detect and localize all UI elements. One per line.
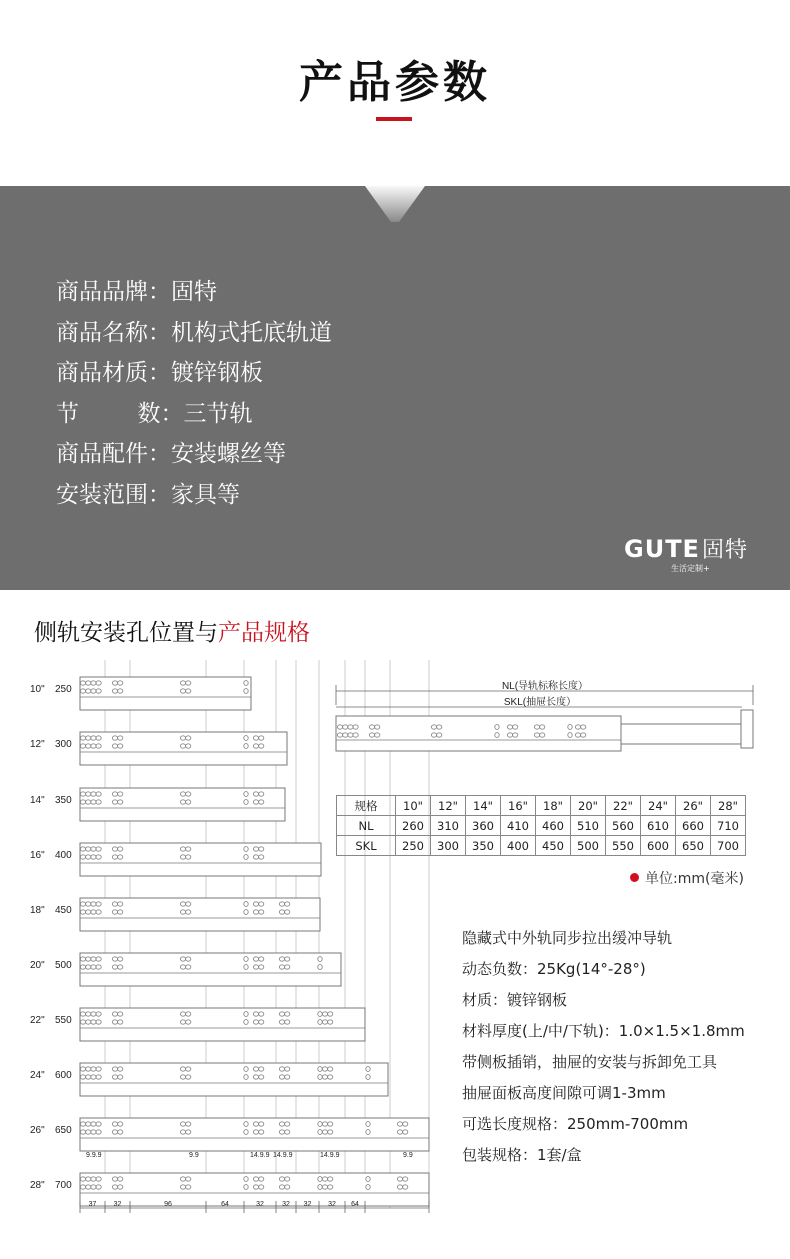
logo-text-cn: 固特 [701, 538, 748, 563]
section-title-highlight: 产品规格 [218, 620, 310, 646]
feature-item: 抽屉面板高度间隙可调1-3mm [462, 1084, 666, 1102]
table-cell: 260 [396, 816, 431, 836]
spec-row [56, 394, 332, 435]
rail-inch-label: 10" [30, 684, 45, 695]
hole-spacing-label: 14.9.9 [250, 1152, 270, 1159]
spec-row [56, 272, 332, 313]
red-dot-icon [630, 873, 639, 882]
table-cell: 12" [431, 796, 466, 816]
row-header-cell: SKL [337, 836, 396, 856]
rail-mm-label: 250 [55, 684, 72, 695]
spec-value: 镀锌钢板 [171, 360, 263, 386]
spec-row [56, 313, 332, 354]
feature-item: 隐藏式中外轨同步拉出缓冲导轨 [462, 929, 673, 947]
section-title [34, 614, 310, 647]
unit-note [630, 868, 744, 888]
spec-key: 节 数： [56, 400, 184, 427]
table-cell: 310 [431, 816, 466, 836]
rail-mm-label: 450 [55, 905, 72, 916]
rail-inch-label: 20" [30, 960, 45, 971]
hole-spacing-label: 14.9.9 [273, 1152, 293, 1159]
dimension-label: 32 [113, 1201, 122, 1208]
section-title-prefix: 侧轨安装孔位置与 [34, 620, 218, 646]
table-cell: 500 [571, 836, 606, 856]
table-cell: 410 [501, 816, 536, 836]
feature-item: 动态负数：25Kg(14°-28°) [462, 960, 646, 978]
table-row [337, 816, 746, 836]
dimension-label: 32 [328, 1201, 336, 1208]
table-cell: 600 [641, 836, 676, 856]
side-rail-extension [621, 724, 741, 744]
dimension-label: 64 [221, 1201, 229, 1208]
table-cell: 14" [466, 796, 501, 816]
spec-key: 商品材质： [56, 360, 171, 386]
row-header-cell: NL [337, 816, 396, 836]
title-underline [376, 117, 412, 121]
table-cell: 16" [501, 796, 536, 816]
dimension-label: 32 [303, 1201, 312, 1208]
feature-list [462, 924, 745, 1172]
table-cell: 450 [536, 836, 571, 856]
table-cell: 10" [396, 796, 431, 816]
spec-row [56, 475, 332, 516]
logo-tagline: 生活定制+ [671, 564, 710, 573]
feature-item: 材质：镀锌钢板 [462, 991, 568, 1009]
feature-item: 可选长度规格：250mm-700mm [462, 1115, 689, 1133]
spec-key: 安装范围： [56, 481, 171, 508]
rail-inch-label: 24" [30, 1070, 45, 1081]
dimension-label: 32 [256, 1201, 264, 1208]
feature-item: 带侧板插销，抽屉的安装与拆卸免工具 [462, 1053, 718, 1071]
spec-panel [0, 186, 790, 590]
dimension-label: 32 [282, 1201, 290, 1208]
table-cell: 650 [676, 836, 711, 856]
spec-value: 机构式托底轨道 [171, 319, 332, 346]
spec-table [336, 795, 746, 856]
spec-value: 家具等 [171, 481, 240, 508]
rail-inch-label: 12" [30, 739, 45, 750]
unit-text: 单位:mm(毫米) [645, 871, 744, 887]
spec-value: 三节轨 [183, 400, 253, 427]
page-title: 产品参数 [299, 57, 491, 108]
table-cell: 26" [676, 796, 711, 816]
rail-outline [80, 677, 251, 710]
table-cell: 24" [641, 796, 676, 816]
table-cell: 710 [711, 816, 746, 836]
table-cell: 510 [571, 816, 606, 836]
spec-row [56, 353, 332, 394]
spec-key: 商品配件： [56, 441, 171, 467]
spec-key: 商品品牌： [56, 279, 171, 305]
table-cell: 28" [711, 796, 746, 816]
rail-mm-label: 300 [55, 739, 72, 750]
spec-list [56, 272, 332, 515]
table-cell: 550 [606, 836, 641, 856]
table-cell: 610 [641, 816, 676, 836]
table-cell: 700 [711, 836, 746, 856]
hole-spacing-label: 14.9.9 [320, 1152, 340, 1159]
rail-inch-label: 26" [30, 1125, 45, 1136]
rail-mm-label: 350 [55, 795, 72, 806]
rail-outline [80, 1173, 429, 1206]
rail-inch-label: 22" [30, 1015, 45, 1026]
hole-spacing-label: 9.9 [189, 1152, 199, 1159]
rail-mm-label: 400 [55, 850, 72, 861]
rail-mm-label: 500 [55, 960, 72, 971]
table-row [337, 796, 746, 816]
rail-mm-label: 700 [55, 1180, 72, 1191]
spec-value: 安装螺丝等 [171, 441, 286, 467]
rail-outline [80, 1118, 429, 1151]
table-cell: 20" [571, 796, 606, 816]
table-cell: 560 [606, 816, 641, 836]
dimension-label: 96 [164, 1201, 172, 1208]
spec-row [56, 434, 332, 475]
table-cell: 460 [536, 816, 571, 836]
notch-decoration [335, 186, 455, 226]
row-header-cell: 规格 [337, 796, 396, 816]
rail-inch-label: 28" [30, 1180, 45, 1191]
feature-item: 材料厚度(上/中/下轨)：1.0×1.5×1.8mm [462, 1022, 745, 1040]
spec-key: 商品名称： [56, 319, 171, 346]
table-cell: 660 [676, 816, 711, 836]
spec-value: 固特 [171, 279, 217, 305]
table-cell: 300 [431, 836, 466, 856]
dimension-label: 37 [88, 1201, 97, 1208]
rail-mm-label: 600 [55, 1070, 72, 1081]
rail-inch-label: 18" [30, 905, 45, 916]
table-cell: 22" [606, 796, 641, 816]
table-cell: 18" [536, 796, 571, 816]
rail-mm-label: 650 [55, 1125, 72, 1136]
table-cell: 360 [466, 816, 501, 836]
hole-spacing-label: 9.9 [403, 1152, 413, 1159]
rail-outline [80, 1063, 388, 1096]
rail-mm-label: 550 [55, 1015, 72, 1026]
title-block [0, 0, 790, 186]
brand-logo [624, 533, 748, 573]
feature-item: 包装规格：1套/盒 [462, 1146, 582, 1164]
hole-spacing-label: 9.9.9 [86, 1152, 102, 1159]
rail-end-bracket [741, 710, 753, 748]
nl-label: NL(导轨标称长度） [501, 681, 589, 692]
skl-label: SKL(抽屉长度） [503, 697, 577, 708]
rail-inch-label: 14" [30, 795, 45, 806]
table-cell: 400 [501, 836, 536, 856]
logo-text: GUTE [624, 535, 700, 563]
rail-inch-label: 16" [30, 850, 45, 861]
table-row [337, 836, 746, 856]
table-cell: 250 [396, 836, 431, 856]
dimension-label: 64 [351, 1201, 359, 1208]
table-cell: 350 [466, 836, 501, 856]
